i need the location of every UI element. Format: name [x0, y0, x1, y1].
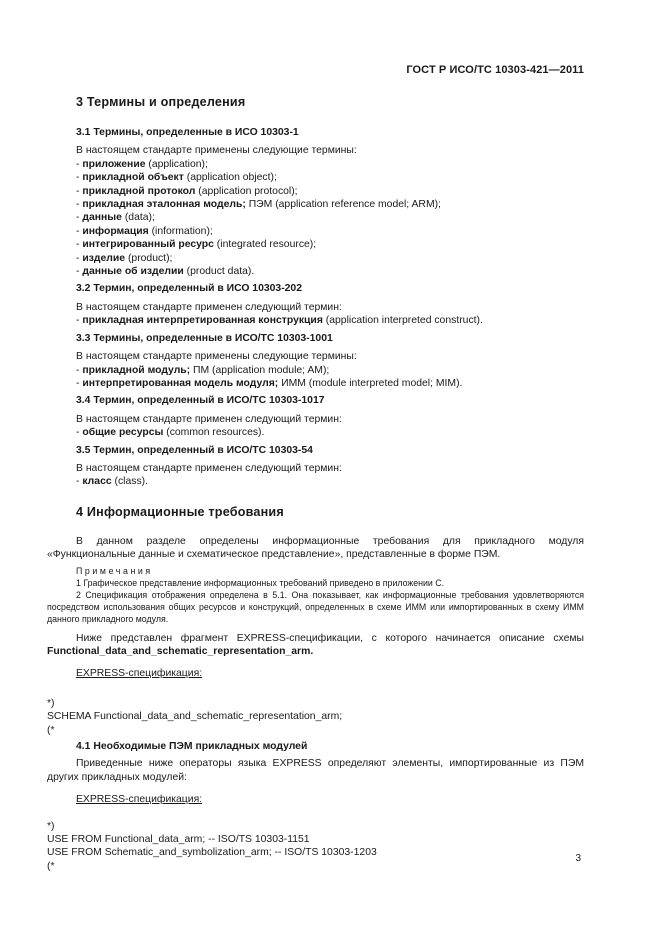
term-name: данные об изделии: [82, 266, 184, 278]
list-dash: -: [76, 158, 83, 170]
subsection-3-5-title: 3.5 Термин, определенный в ИСО/ТС 10303-54: [76, 444, 313, 456]
subsection-3-1-body: [47, 144, 584, 278]
express-intro-text: Ниже представлен фрагмент EXPRESS-спецификации, с которого начинается описание схемы: [76, 632, 584, 644]
term-description: (data);: [121, 212, 155, 224]
code-line: USE FROM Functional_data_arm; -- ISO/TS 10303-1151: [47, 834, 310, 846]
subsection-3-3-intro: В настоящем стандарте применены следующие термины:: [76, 351, 357, 363]
term-name: прикладной протокол: [82, 185, 196, 197]
term-description: (application);: [145, 158, 208, 170]
list-item: [76, 426, 584, 439]
section-4-paragraph: В данном разделе определены информационные требования для прикладного модуля «Функциональные данные и схематическое представление», представленные в форме ПЭМ.: [47, 535, 584, 561]
express-intro-paragraph: [47, 632, 584, 659]
list-item: [76, 225, 584, 238]
section-3-title: 3 Термины и определения: [76, 95, 246, 109]
subsection-4-1-paragraph: Приведенные ниже операторы языка EXPRESS определяют элементы, импортированные из ПЭМ других прикладных модулей:: [47, 758, 584, 783]
code-line: SCHEMA Functional_data_and_schematic_representation_arm;: [47, 711, 343, 723]
code-line: (*: [47, 724, 55, 736]
express-spec-label: EXPRESS-спецификация:: [76, 668, 203, 680]
term-name: прикладная эталонная модель;: [82, 199, 246, 211]
term-description: (integrated resource);: [213, 239, 317, 251]
term-description: ИММ (module interpreted model; MIM).: [278, 377, 463, 389]
term-list: [76, 475, 584, 488]
list-dash: -: [76, 377, 83, 389]
subsection-3-4-intro: В настоящем стандарте применен следующий термин:: [76, 413, 342, 425]
term-description: (class).: [111, 476, 148, 488]
code-line: *): [47, 820, 55, 832]
list-dash: -: [76, 427, 83, 439]
list-item: [76, 158, 584, 171]
list-dash: -: [76, 476, 83, 488]
notes-title: Примечания: [76, 565, 153, 576]
list-dash: -: [76, 172, 83, 184]
list-dash: -: [76, 364, 83, 376]
code-line: *): [47, 697, 55, 709]
term-description: ПЭМ (application reference model; ARM);: [245, 199, 441, 211]
term-list: [76, 364, 584, 391]
term-name: информация: [82, 225, 149, 237]
term-description: (product);: [125, 252, 173, 264]
list-dash: -: [76, 252, 83, 264]
term-name: данные: [82, 212, 122, 224]
note-2: 2 Спецификация отображения определена в 5.1. Она показывает, как информационные требования удовлетворяются посредством использования общих ресурсов и конструкций, определенных в схеме ИММ или импортированных в схему ИММ данного прикладного модуля.: [47, 589, 584, 624]
list-item: [76, 185, 584, 198]
subsection-3-3-body: [47, 350, 584, 390]
list-item: [76, 171, 584, 184]
subsection-3-5-intro: В настоящем стандарте применен следующий термин:: [76, 462, 342, 474]
list-item: [76, 198, 584, 211]
express-code-block-1: [47, 697, 584, 737]
subsection-3-5-body: [47, 462, 584, 489]
subsection-3-1-title: 3.1 Термины, определенные в ИСО 10303-1: [76, 127, 299, 138]
express-code-block-2: [47, 820, 584, 874]
list-dash: -: [76, 315, 83, 327]
term-name: прикладная интерпретированная конструкция: [82, 315, 323, 327]
term-description: (common resources).: [163, 427, 265, 439]
express-spec-label: EXPRESS-спецификация:: [76, 794, 203, 806]
term-name: прикладной модуль;: [82, 364, 191, 376]
list-item: [76, 252, 584, 265]
list-item: [76, 265, 584, 278]
term-description: (application interpreted construct).: [322, 315, 483, 327]
term-list: [76, 426, 584, 439]
term-name: приложение: [82, 158, 146, 170]
document-header: ГОСТ Р ИСО/ТС 10303-421—2011: [406, 64, 584, 76]
spacer: [47, 681, 584, 691]
schema-name: Functional_data_and_schematic_representation_arm.: [47, 645, 314, 657]
term-description: ПМ (application module; AM);: [190, 364, 330, 376]
term-list: [76, 314, 584, 327]
express-label-2-wrap: [47, 793, 584, 806]
subsection-3-2-body: [47, 301, 584, 328]
subsection-3-2-title: 3.2 Термин, определенный в ИСО 10303-202: [76, 283, 302, 295]
list-item: [76, 211, 584, 224]
list-dash: -: [76, 266, 83, 278]
list-item: [76, 364, 584, 377]
list-item: [76, 377, 584, 390]
list-dash: -: [76, 199, 83, 211]
note-1: 1 Графическое представление информационных требований приведено в приложении С.: [76, 577, 445, 588]
term-name: общие ресурсы: [82, 427, 164, 439]
term-list: [76, 158, 584, 279]
term-name: прикладной объект: [82, 172, 184, 184]
list-item: [76, 314, 584, 327]
list-item: [76, 475, 584, 488]
term-description: (application protocol);: [195, 185, 298, 197]
subsection-3-2-intro: В настоящем стандарте применен следующий термин:: [76, 301, 342, 313]
spacer: [47, 807, 584, 817]
subsection-3-4-title: 3.4 Термин, определенный в ИСО/ТС 10303-1017: [76, 395, 325, 407]
term-description: (product data).: [183, 266, 255, 278]
term-name: интерпретированная модель модуля;: [82, 377, 279, 389]
express-label-1-wrap: [47, 667, 584, 680]
subsection-3-4-body: [47, 413, 584, 440]
page-number: 3: [575, 853, 581, 864]
subsection-3-1-intro: В настоящем стандарте применены следующие термины:: [76, 145, 357, 157]
term-name: интегрированный ресурс: [82, 239, 214, 251]
code-line: USE FROM Schematic_and_symbolization_arm; -- ISO/TS 10303-1203: [47, 847, 377, 859]
subsection-3-3-title: 3.3 Термины, определенные в ИСО/ТС 10303-1001: [76, 332, 333, 344]
list-dash: -: [76, 212, 83, 224]
term-description: (application object);: [183, 172, 277, 184]
term-name: изделие: [82, 252, 126, 264]
notes-block: [47, 565, 584, 625]
section-4-title: 4 Информационные требования: [76, 504, 284, 519]
list-dash: -: [76, 185, 83, 197]
code-line: (*: [47, 860, 55, 872]
list-dash: -: [76, 225, 83, 237]
list-dash: -: [76, 239, 83, 251]
term-name: класс: [82, 476, 112, 488]
page-body: [47, 95, 584, 873]
subsection-4-1-title: 4.1 Необходимые ПЭМ прикладных модулей: [76, 741, 308, 752]
list-item: [76, 238, 584, 251]
term-description: (information);: [148, 225, 213, 237]
